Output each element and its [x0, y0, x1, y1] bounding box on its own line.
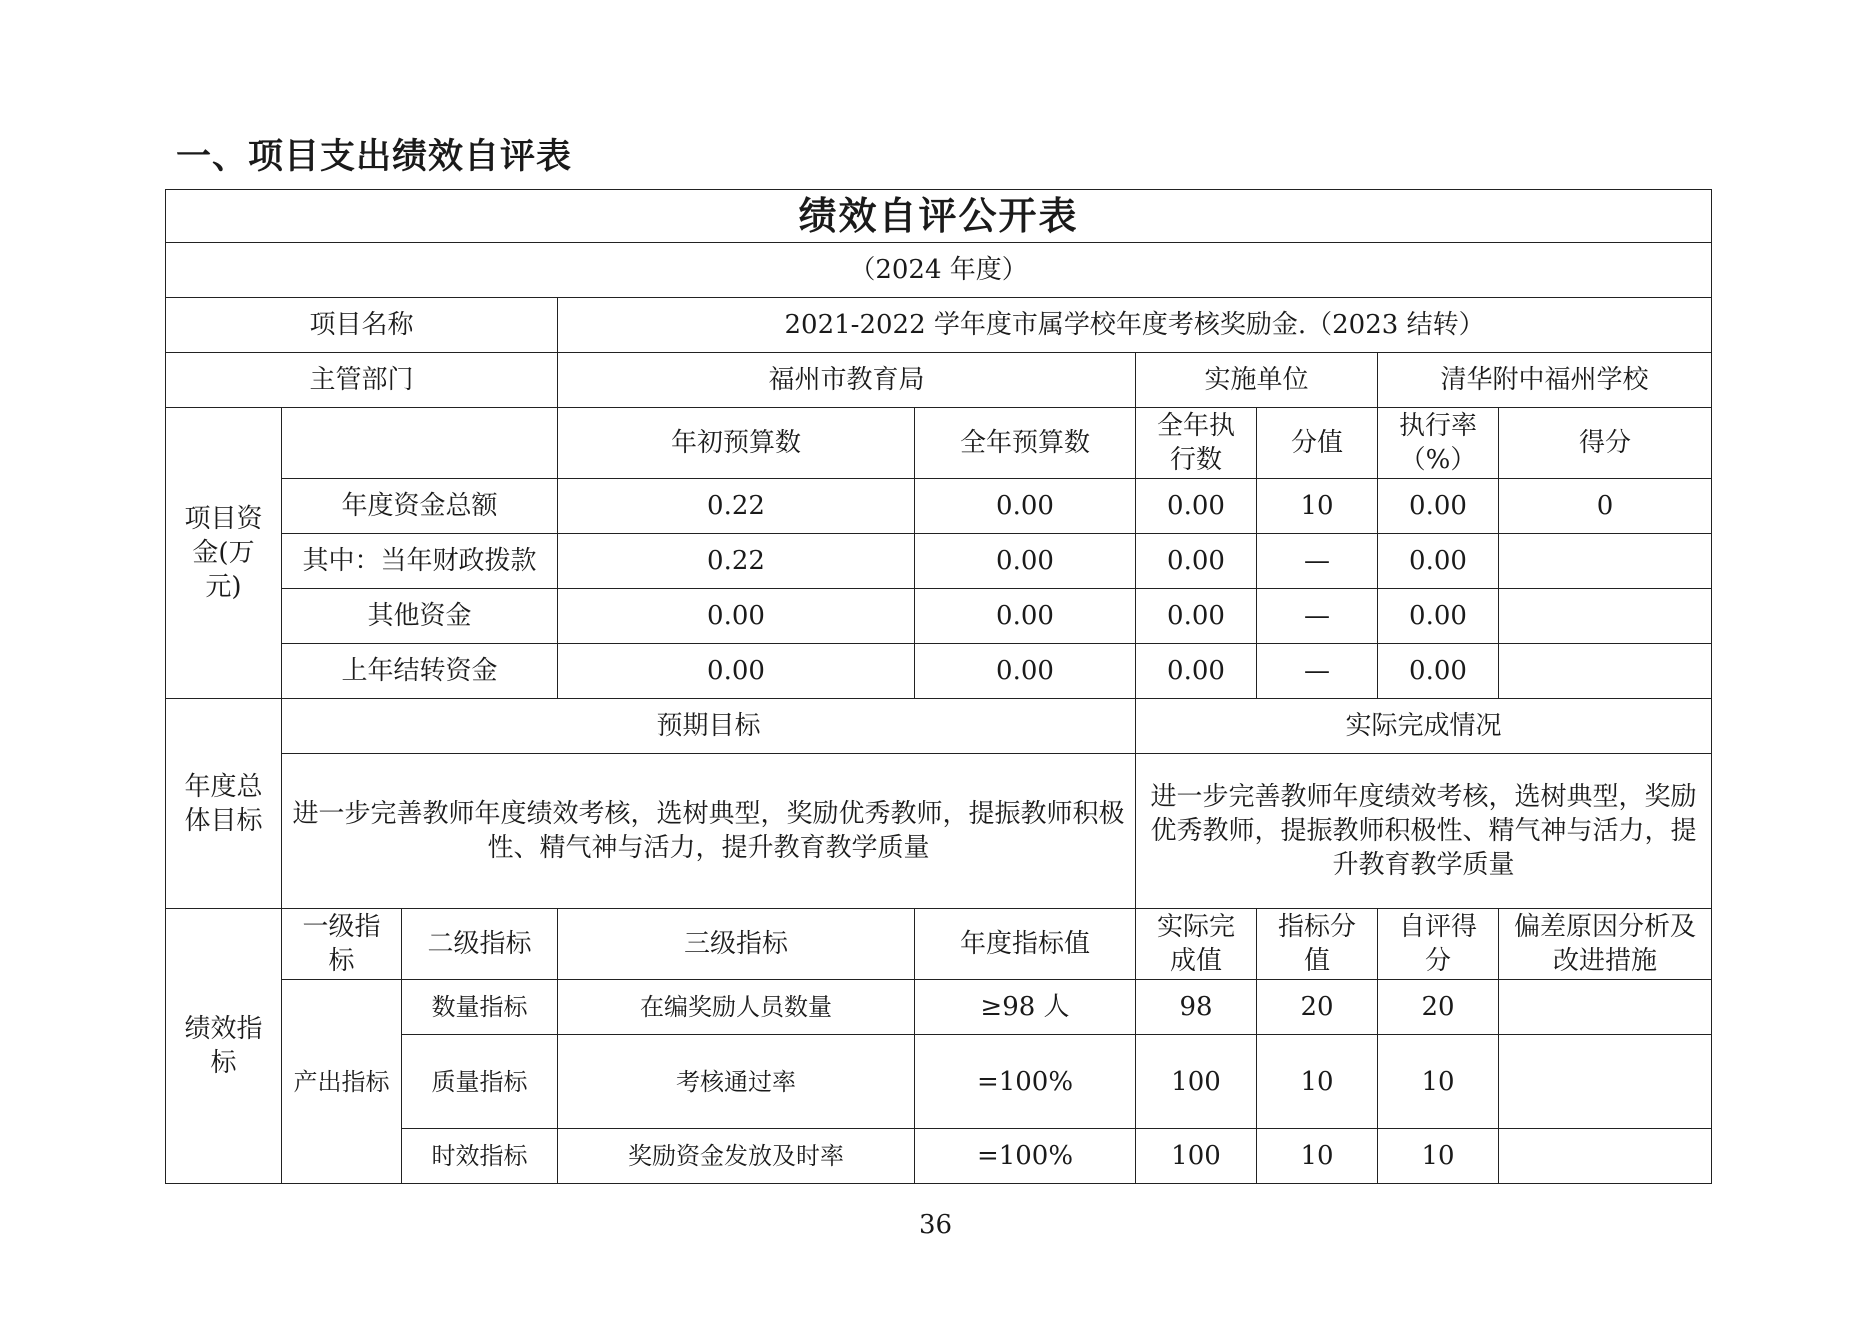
- funds-group-label: 项目资金(万元): [166, 408, 282, 699]
- indicator-header-level3: 三级指标: [558, 909, 915, 980]
- indicator-level3: 奖励资金发放及时率: [558, 1129, 915, 1184]
- indicator-header-target: 年度指标值: [915, 909, 1136, 980]
- indicator-level3: 考核通过率: [558, 1035, 915, 1129]
- funds-row-label: 其他资金: [282, 589, 558, 644]
- funds-row-score-value: —: [1257, 589, 1378, 644]
- funds-row-executed: 0.00: [1136, 479, 1257, 534]
- funds-row-score-value: —: [1257, 534, 1378, 589]
- expected-goal-label: 预期目标: [282, 699, 1136, 754]
- funds-row-rate: 0.00: [1378, 479, 1499, 534]
- department-value: 福州市教育局: [558, 353, 1136, 408]
- funds-row-score-value: 10: [1257, 479, 1378, 534]
- funds-row-score: [1499, 534, 1712, 589]
- indicator-self-score: 10: [1378, 1035, 1499, 1129]
- funds-row-initial: 0.00: [558, 644, 915, 699]
- indicator-header-level2: 二级指标: [402, 909, 558, 980]
- indicator-weight: 10: [1257, 1035, 1378, 1129]
- funds-row-label: 其中：当年财政拨款: [282, 534, 558, 589]
- funds-header-executed: 全年执行数: [1136, 408, 1257, 479]
- indicators-group-label: 绩效指标: [166, 909, 282, 1184]
- section-heading: 一、项目支出绩效自评表: [176, 137, 573, 177]
- goals-group-label: 年度总体目标: [166, 699, 282, 909]
- funds-header-blank: [282, 408, 558, 479]
- indicator-actual: 100: [1136, 1035, 1257, 1129]
- indicator-level1-value: 产出指标: [282, 980, 402, 1184]
- funds-row-initial: 0.22: [558, 479, 915, 534]
- funds-row-initial: 0.00: [558, 589, 915, 644]
- funds-row-score-value: —: [1257, 644, 1378, 699]
- funds-row-label: 年度资金总额: [282, 479, 558, 534]
- indicator-actual: 100: [1136, 1129, 1257, 1184]
- funds-header-rate: 执行率（%）: [1378, 408, 1499, 479]
- expected-goal-text: 进一步完善教师年度绩效考核，选树典型，奖励优秀教师，提振教师积极性、精气神与活力，提升教育教学质量: [282, 754, 1136, 909]
- actual-completion-text: 进一步完善教师年度绩效考核，选树典型，奖励优秀教师，提振教师积极性、精气神与活力，提升教育教学质量: [1136, 754, 1712, 909]
- funds-row-score: [1499, 589, 1712, 644]
- funds-row-initial: 0.22: [558, 534, 915, 589]
- indicator-target: =100%: [915, 1035, 1136, 1129]
- funds-row-executed: 0.00: [1136, 589, 1257, 644]
- indicator-level2: 质量指标: [402, 1035, 558, 1129]
- funds-row-annual: 0.00: [915, 589, 1136, 644]
- funds-header-score: 得分: [1499, 408, 1712, 479]
- indicator-header-weight: 指标分值: [1257, 909, 1378, 980]
- funds-row-score: [1499, 644, 1712, 699]
- actual-completion-label: 实际完成情况: [1136, 699, 1712, 754]
- funds-row-rate: 0.00: [1378, 589, 1499, 644]
- form-year: （2024 年度）: [166, 243, 1712, 298]
- indicator-weight: 10: [1257, 1129, 1378, 1184]
- form-title: 绩效自评公开表: [166, 190, 1712, 243]
- indicator-self-score: 10: [1378, 1129, 1499, 1184]
- funds-row-annual: 0.00: [915, 534, 1136, 589]
- indicator-weight: 20: [1257, 980, 1378, 1035]
- page-number: 36: [918, 1210, 953, 1240]
- department-label: 主管部门: [166, 353, 558, 408]
- funds-row-annual: 0.00: [915, 479, 1136, 534]
- indicator-self-score: 20: [1378, 980, 1499, 1035]
- indicator-analysis: [1499, 1035, 1712, 1129]
- funds-header-annual: 全年预算数: [915, 408, 1136, 479]
- indicator-header-analysis: 偏差原因分析及改进措施: [1499, 909, 1712, 980]
- indicator-analysis: [1499, 1129, 1712, 1184]
- funds-header-score-value: 分值: [1257, 408, 1378, 479]
- indicator-level2: 数量指标: [402, 980, 558, 1035]
- performance-self-evaluation-table: [165, 189, 1712, 1184]
- indicator-level3: 在编奖励人员数量: [558, 980, 915, 1035]
- funds-row-score: 0: [1499, 479, 1712, 534]
- funds-row-executed: 0.00: [1136, 534, 1257, 589]
- funds-row-rate: 0.00: [1378, 534, 1499, 589]
- unit-value: 清华附中福州学校: [1378, 353, 1712, 408]
- indicator-header-level1: 一级指标: [282, 909, 402, 980]
- indicator-actual: 98: [1136, 980, 1257, 1035]
- funds-row-rate: 0.00: [1378, 644, 1499, 699]
- funds-row-executed: 0.00: [1136, 644, 1257, 699]
- funds-row-annual: 0.00: [915, 644, 1136, 699]
- funds-header-initial: 年初预算数: [558, 408, 915, 479]
- indicator-target: ≥98 人: [915, 980, 1136, 1035]
- indicator-header-actual: 实际完成值: [1136, 909, 1257, 980]
- funds-row-label: 上年结转资金: [282, 644, 558, 699]
- indicator-analysis: [1499, 980, 1712, 1035]
- unit-label: 实施单位: [1136, 353, 1378, 408]
- indicator-header-self-score: 自评得分: [1378, 909, 1499, 980]
- indicator-level2: 时效指标: [402, 1129, 558, 1184]
- indicator-target: =100%: [915, 1129, 1136, 1184]
- project-name-value: 2021-2022 学年度市属学校年度考核奖励金.（2023 结转）: [558, 298, 1712, 353]
- project-name-label: 项目名称: [166, 298, 558, 353]
